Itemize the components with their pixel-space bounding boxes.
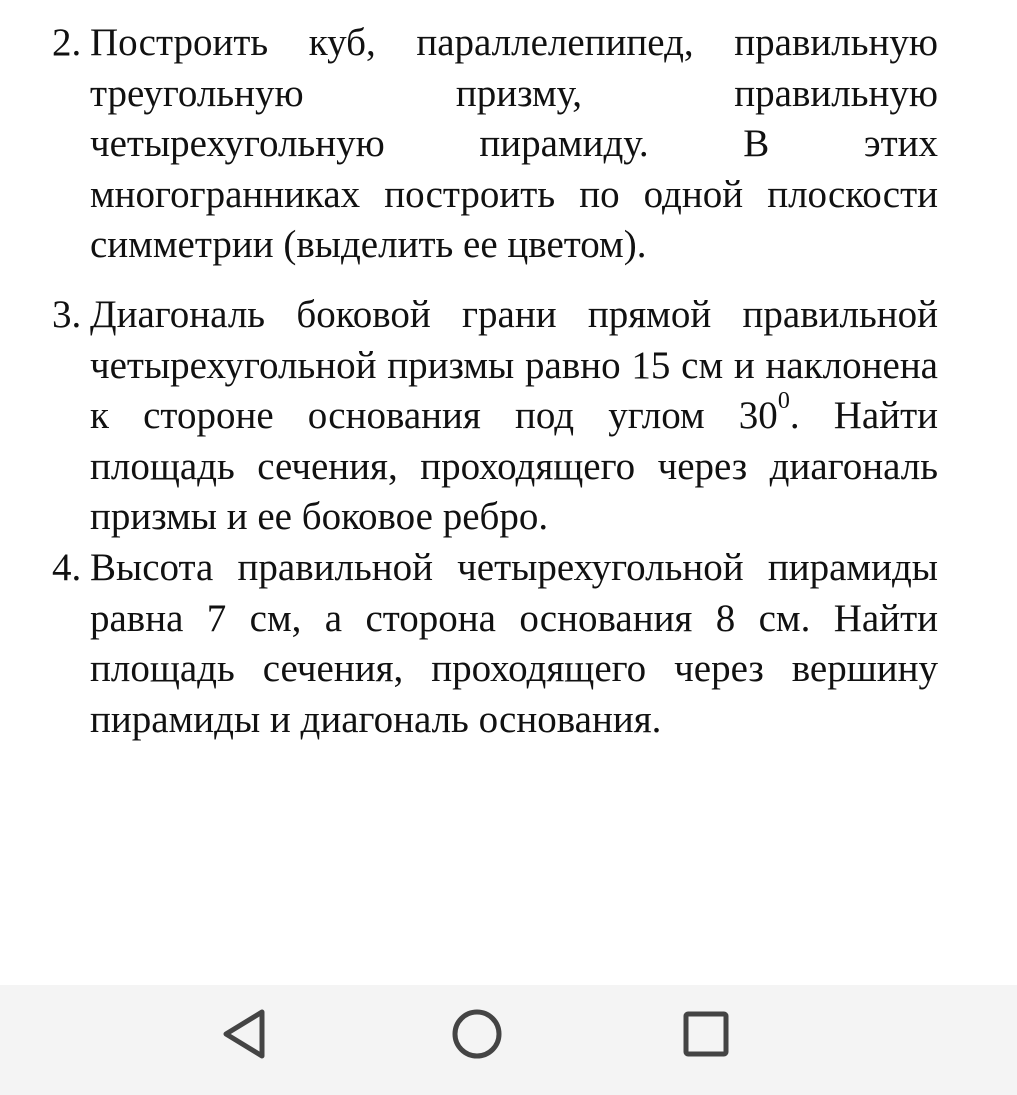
problem-text-part-1: Диагональ боковой грани прямой правильной четырехугольной призмы равно 15 см и наклонена к стороне основания под углом 30 — [90, 293, 938, 438]
back-button[interactable] — [212, 1002, 276, 1066]
problem-text — [90, 290, 938, 543]
problem-number: 3. — [52, 293, 82, 336]
problem-3 — [52, 290, 938, 543]
problem-text: Высота правильной четырехугольной пирамиды равна 7 см, а сторона основания 8 см. Найти площадь сечения, проходящего через вершину пирамиды и диагональ основания. — [90, 546, 938, 741]
problem-number: 4. — [52, 546, 82, 589]
square-recents-icon — [674, 1002, 738, 1066]
triangle-back-icon — [212, 1002, 276, 1066]
circle-home-icon — [445, 1002, 509, 1066]
problem-2 — [52, 18, 938, 271]
home-button[interactable] — [445, 1002, 509, 1066]
recents-button[interactable] — [674, 1002, 738, 1066]
problem-text: Построить куб, параллелепипед, правильную треугольную призму, правильную четырехугольную пирамиду. В этих многогранниках построить по одной плоскости симметрии (выделить ее цветом). — [90, 21, 938, 267]
problem-number: 2. — [52, 21, 82, 64]
degree-superscript: 0 — [777, 388, 790, 415]
navigation-bar — [0, 985, 1017, 1095]
problem-4 — [52, 543, 938, 745]
problem-text-part-2: . Найти площадь сечения, проходящего через диагональ призмы и ее боковое ребро. — [90, 394, 938, 539]
